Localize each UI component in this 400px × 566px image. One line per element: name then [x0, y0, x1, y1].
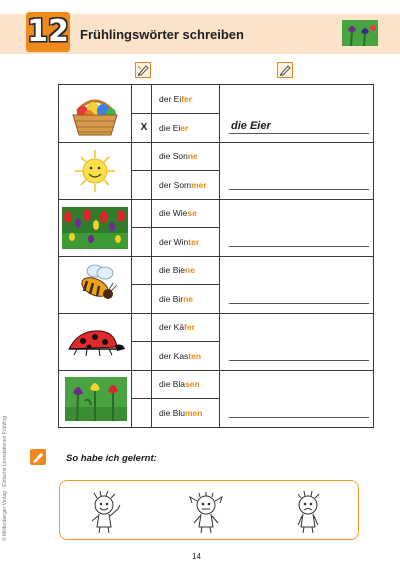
writing-line[interactable]: [229, 133, 369, 134]
word-cell: der Kasten: [159, 351, 202, 361]
word-cell: die Sonne: [159, 151, 198, 161]
word-cell: der Eifer: [159, 94, 193, 104]
writing-line[interactable]: [229, 360, 369, 361]
task-number: 12: [27, 14, 69, 49]
happy-face-icon[interactable]: [84, 489, 128, 540]
page-number: 14: [192, 552, 201, 561]
tulips-picture: [65, 377, 127, 421]
word-cell: die Eier: [159, 123, 189, 133]
sad-face-icon[interactable]: [286, 489, 330, 540]
writing-line[interactable]: [229, 189, 369, 190]
word-cell: die Blasen: [159, 379, 200, 389]
word-cell: der Käfer: [159, 322, 195, 332]
bee-picture: [71, 261, 121, 309]
header-flower-picture: [342, 20, 378, 46]
pencil-icon: [30, 449, 46, 465]
meadow-flowers-picture: [62, 207, 128, 249]
word-table: [58, 84, 374, 428]
pencil-icon: [135, 62, 151, 78]
word-cell: die Biene: [159, 265, 195, 275]
page-title: Frühlingswörter schreiben: [80, 27, 244, 42]
writing-line[interactable]: [229, 246, 369, 247]
copyright-note: © Mildenberger Verlag · Einfache Lernstationen Frühling: [2, 416, 8, 541]
egg-basket-picture: [67, 89, 123, 139]
reflection-prompt: So habe ich gelernt:: [66, 453, 157, 464]
writing-line[interactable]: [229, 417, 369, 418]
word-cell: der Winter: [159, 237, 200, 247]
task-number-badge: [26, 12, 70, 52]
selection-mark: X: [140, 122, 148, 133]
word-cell: die Birne: [159, 294, 194, 304]
word-cell: die Wiese: [159, 208, 197, 218]
ladybug-picture: [65, 323, 127, 363]
example-answer: die Eier: [231, 120, 271, 132]
word-cell: der Sommer: [159, 180, 207, 190]
writing-line[interactable]: [229, 303, 369, 304]
neutral-face-icon[interactable]: [184, 489, 228, 540]
pencil-icon: [277, 62, 293, 78]
self-rating-box: [59, 480, 359, 540]
word-cell: die Blumen: [159, 408, 203, 418]
sun-picture: [67, 146, 123, 196]
